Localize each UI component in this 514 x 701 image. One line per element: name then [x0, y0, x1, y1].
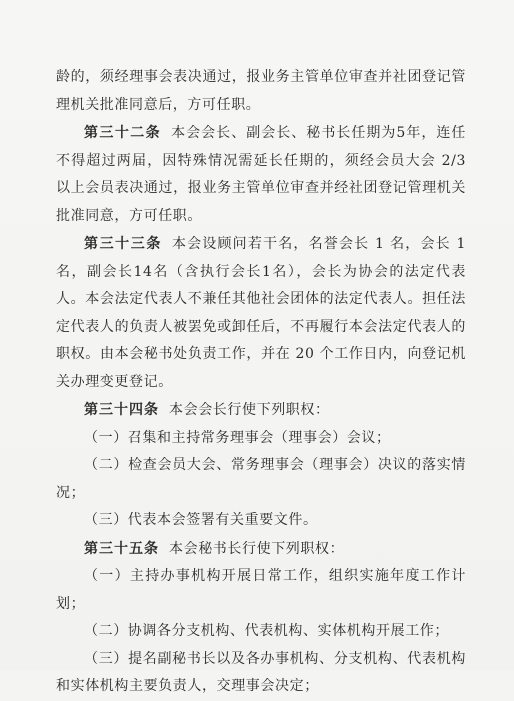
- article-32: [56, 120, 466, 230]
- article-35-label: 第三十五条: [84, 540, 159, 557]
- article-34-text: 本会会长行使下列职权：: [169, 402, 330, 418]
- paragraph-continuation: 龄的，须经理事会表决通过，报业务主管单位审查并社团登记管理机关批准同意后，方可任职。: [56, 69, 466, 113]
- article-32-label: 第三十二条: [84, 125, 162, 141]
- document-body: [56, 64, 466, 701]
- article-33-text: 本会设顾问若干名，名誉会长 1 名，会长 1 名，副会长14名（含执行会长1名），会长为协会的法定代表人。本会法定代表人不兼任其他社会团体的法定代表人。担任法定代表人的负责人被罢免或卸任后，不再履行本会法定代表人的职权。由本会秘书处负责工作，并在 20 个工作日内，向登记机关办理变更登记。: [56, 236, 467, 390]
- article-35-item-3: （三）提名副秘书长以及各办事机构、分支机构、代表机构和实体机构主要负责人，交理事会决定；: [56, 650, 466, 694]
- article-33-label: 第三十三条: [84, 236, 162, 252]
- article-34-item-3: （三）代表本会签署有关重要文件。: [84, 512, 318, 528]
- article-34-item-1: （一）召集和主持常务理事会（理事会）会议；: [84, 429, 391, 446]
- article-34-item-2: （二）检查会员大会、常务理事会（理事会）决议的落实情况；: [56, 457, 466, 501]
- article-33: [56, 231, 466, 396]
- article-35-item-2: （二）协调各分支机构、代表机构、实体机构开展工作；: [84, 623, 449, 639]
- article-34-label: 第三十四条: [84, 402, 159, 418]
- article-35: [56, 536, 466, 564]
- article-32-text: 本会会长、副会长、秘书长任期为5年，连任不得超过两届，因特殊情况需延长任期的，须经会员大会 2/3 以上会员表决通过，报业务主管单位审查并经社团登记管理机关批准同意，方可任职。: [56, 125, 467, 224]
- article-34: [56, 397, 466, 425]
- article-35-text: 本会秘书长行使下列职权：: [169, 540, 345, 557]
- article-35-item-1: （一）主持办事机构开展日常工作，组织实施年度工作计划；: [56, 568, 466, 612]
